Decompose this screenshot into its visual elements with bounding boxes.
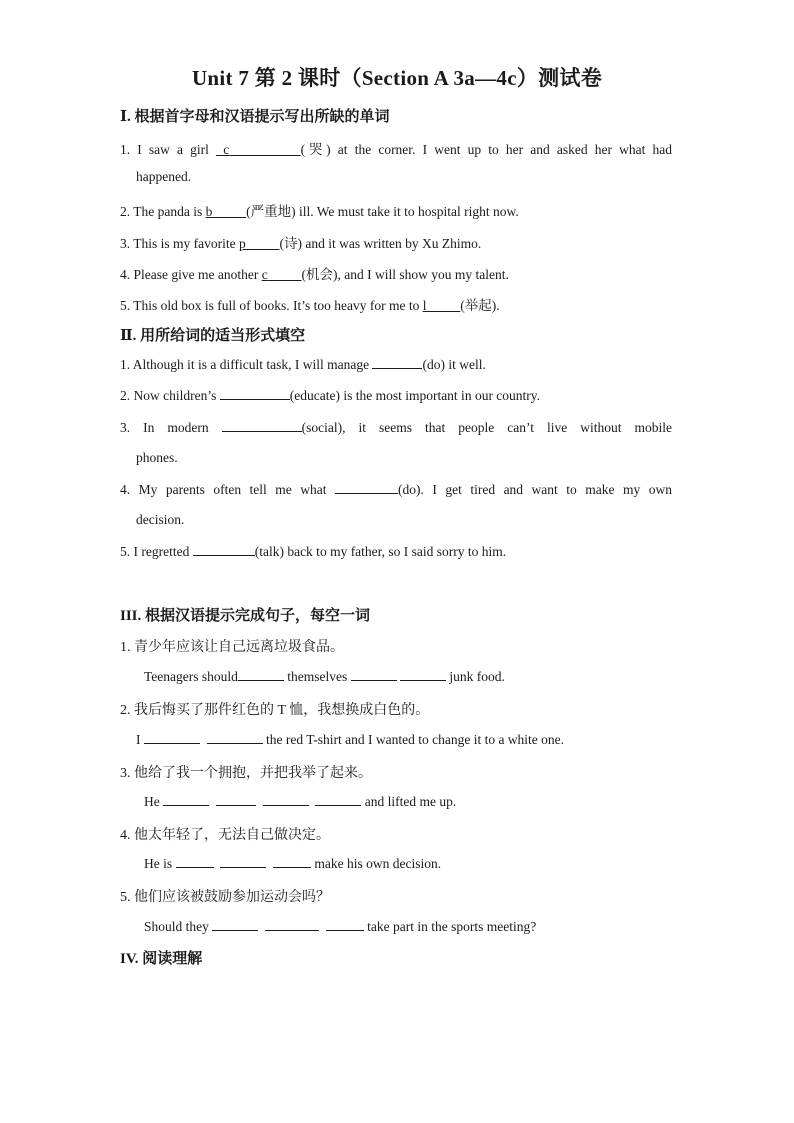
blank-with-initial[interactable]: c (223, 142, 230, 157)
answer-blank[interactable] (273, 855, 311, 868)
s1-question-1-cont: happened. (136, 169, 192, 184)
section-4-heading: IV. 阅读理解 (120, 951, 203, 967)
s1-question-4: 4. Please give me another c (机会), and I will show you my talent. (120, 267, 509, 282)
answer-blank[interactable] (238, 668, 284, 681)
blank-with-initial[interactable]: c (261, 267, 268, 282)
s2-question-3-cont: phones. (136, 450, 178, 465)
answer-blank[interactable] (326, 918, 364, 931)
answer-blank[interactable] (220, 387, 290, 400)
answer-blank[interactable] (193, 543, 255, 556)
s3-question-2-chinese: 2. 我后悔买了那件红色的 T 恤，我想换成白色的。 (120, 703, 430, 718)
answer-blank[interactable] (220, 855, 266, 868)
blank-with-initial[interactable]: l (422, 298, 427, 313)
answer-blank[interactable] (351, 668, 397, 681)
s2-question-4-cont: decision. (136, 512, 185, 527)
answer-blank[interactable] (216, 793, 256, 806)
answer-blank[interactable] (265, 918, 319, 931)
answer-blank[interactable] (212, 918, 258, 931)
answer-blank[interactable] (263, 793, 309, 806)
answer-blank[interactable] (163, 793, 209, 806)
s3-question-1-english: Teenagers should themselves junk food. (144, 669, 505, 684)
s2-question-5: 5. I regretted (talk) back to my father, so I said sorry to him. (120, 544, 507, 559)
section-1-heading: Ⅰ. 根据首字母和汉语提示写出所缺的单词 (120, 109, 390, 125)
s3-question-1-chinese: 1. 青少年应该让自己远离垃圾食品。 (120, 640, 344, 655)
s2-question-4: 4. My parents often tell me what (do). I get tired and want to make my own (120, 482, 672, 497)
answer-blank[interactable] (335, 481, 398, 494)
s2-question-2: 2. Now children’s (educate) is the most important in our country. (120, 388, 541, 403)
s2-question-1: 1. Although it is a difficult task, I will manage (do) it well. (120, 357, 486, 372)
s3-question-3-chinese: 3. 他给了我一个拥抱，并把我举了起来。 (120, 766, 372, 781)
answer-blank[interactable] (372, 356, 422, 369)
answer-blank[interactable] (176, 855, 214, 868)
s2-question-3: 3. In modern (social), it seems that people can’t live without mobile (120, 420, 672, 435)
s1-question-1: 1. I saw a girl c (哭) at the corner. I went up to her and asked her what had (120, 142, 673, 157)
blank-with-initial[interactable]: p (239, 236, 246, 251)
s3-question-3-english: He and lifted me up. (144, 794, 457, 809)
s3-question-5-english: Should they take part in the sports meeting? (144, 919, 537, 934)
s3-question-4-chinese: 4. 他太年轻了，无法自己做决定。 (120, 828, 330, 843)
answer-blank[interactable] (207, 731, 263, 744)
answer-blank[interactable] (144, 731, 200, 744)
blank-with-initial[interactable]: b (205, 204, 213, 219)
section-3-heading: III. 根据汉语提示完成句子，每空一词 (120, 608, 371, 624)
answer-blank[interactable] (400, 668, 446, 681)
s3-question-4-english: He is make his own decision. (144, 856, 442, 871)
s3-question-2-english: I the red T-shirt and I wanted to change it to a white one. (136, 732, 565, 747)
section-2-heading: Ⅱ. 用所给词的适当形式填空 (120, 328, 306, 344)
s1-question-3: 3. This is my favorite p (诗) and it was written by Xu Zhimo. (120, 236, 482, 251)
s1-question-5: 5. This old box is full of books. It’s too heavy for me to l (举起). (120, 298, 500, 313)
s1-question-2: 2. The panda is b (严重地) ill. We must take it to hospital right now. (120, 204, 519, 219)
s3-question-5-chinese: 5. 他们应该被鼓励参加运动会吗？ (120, 890, 330, 905)
answer-blank[interactable] (315, 793, 361, 806)
page-title: Unit 7 第 2 课时（Section A 3a—4c）测试卷 (191, 66, 603, 90)
answer-blank[interactable] (222, 419, 302, 432)
